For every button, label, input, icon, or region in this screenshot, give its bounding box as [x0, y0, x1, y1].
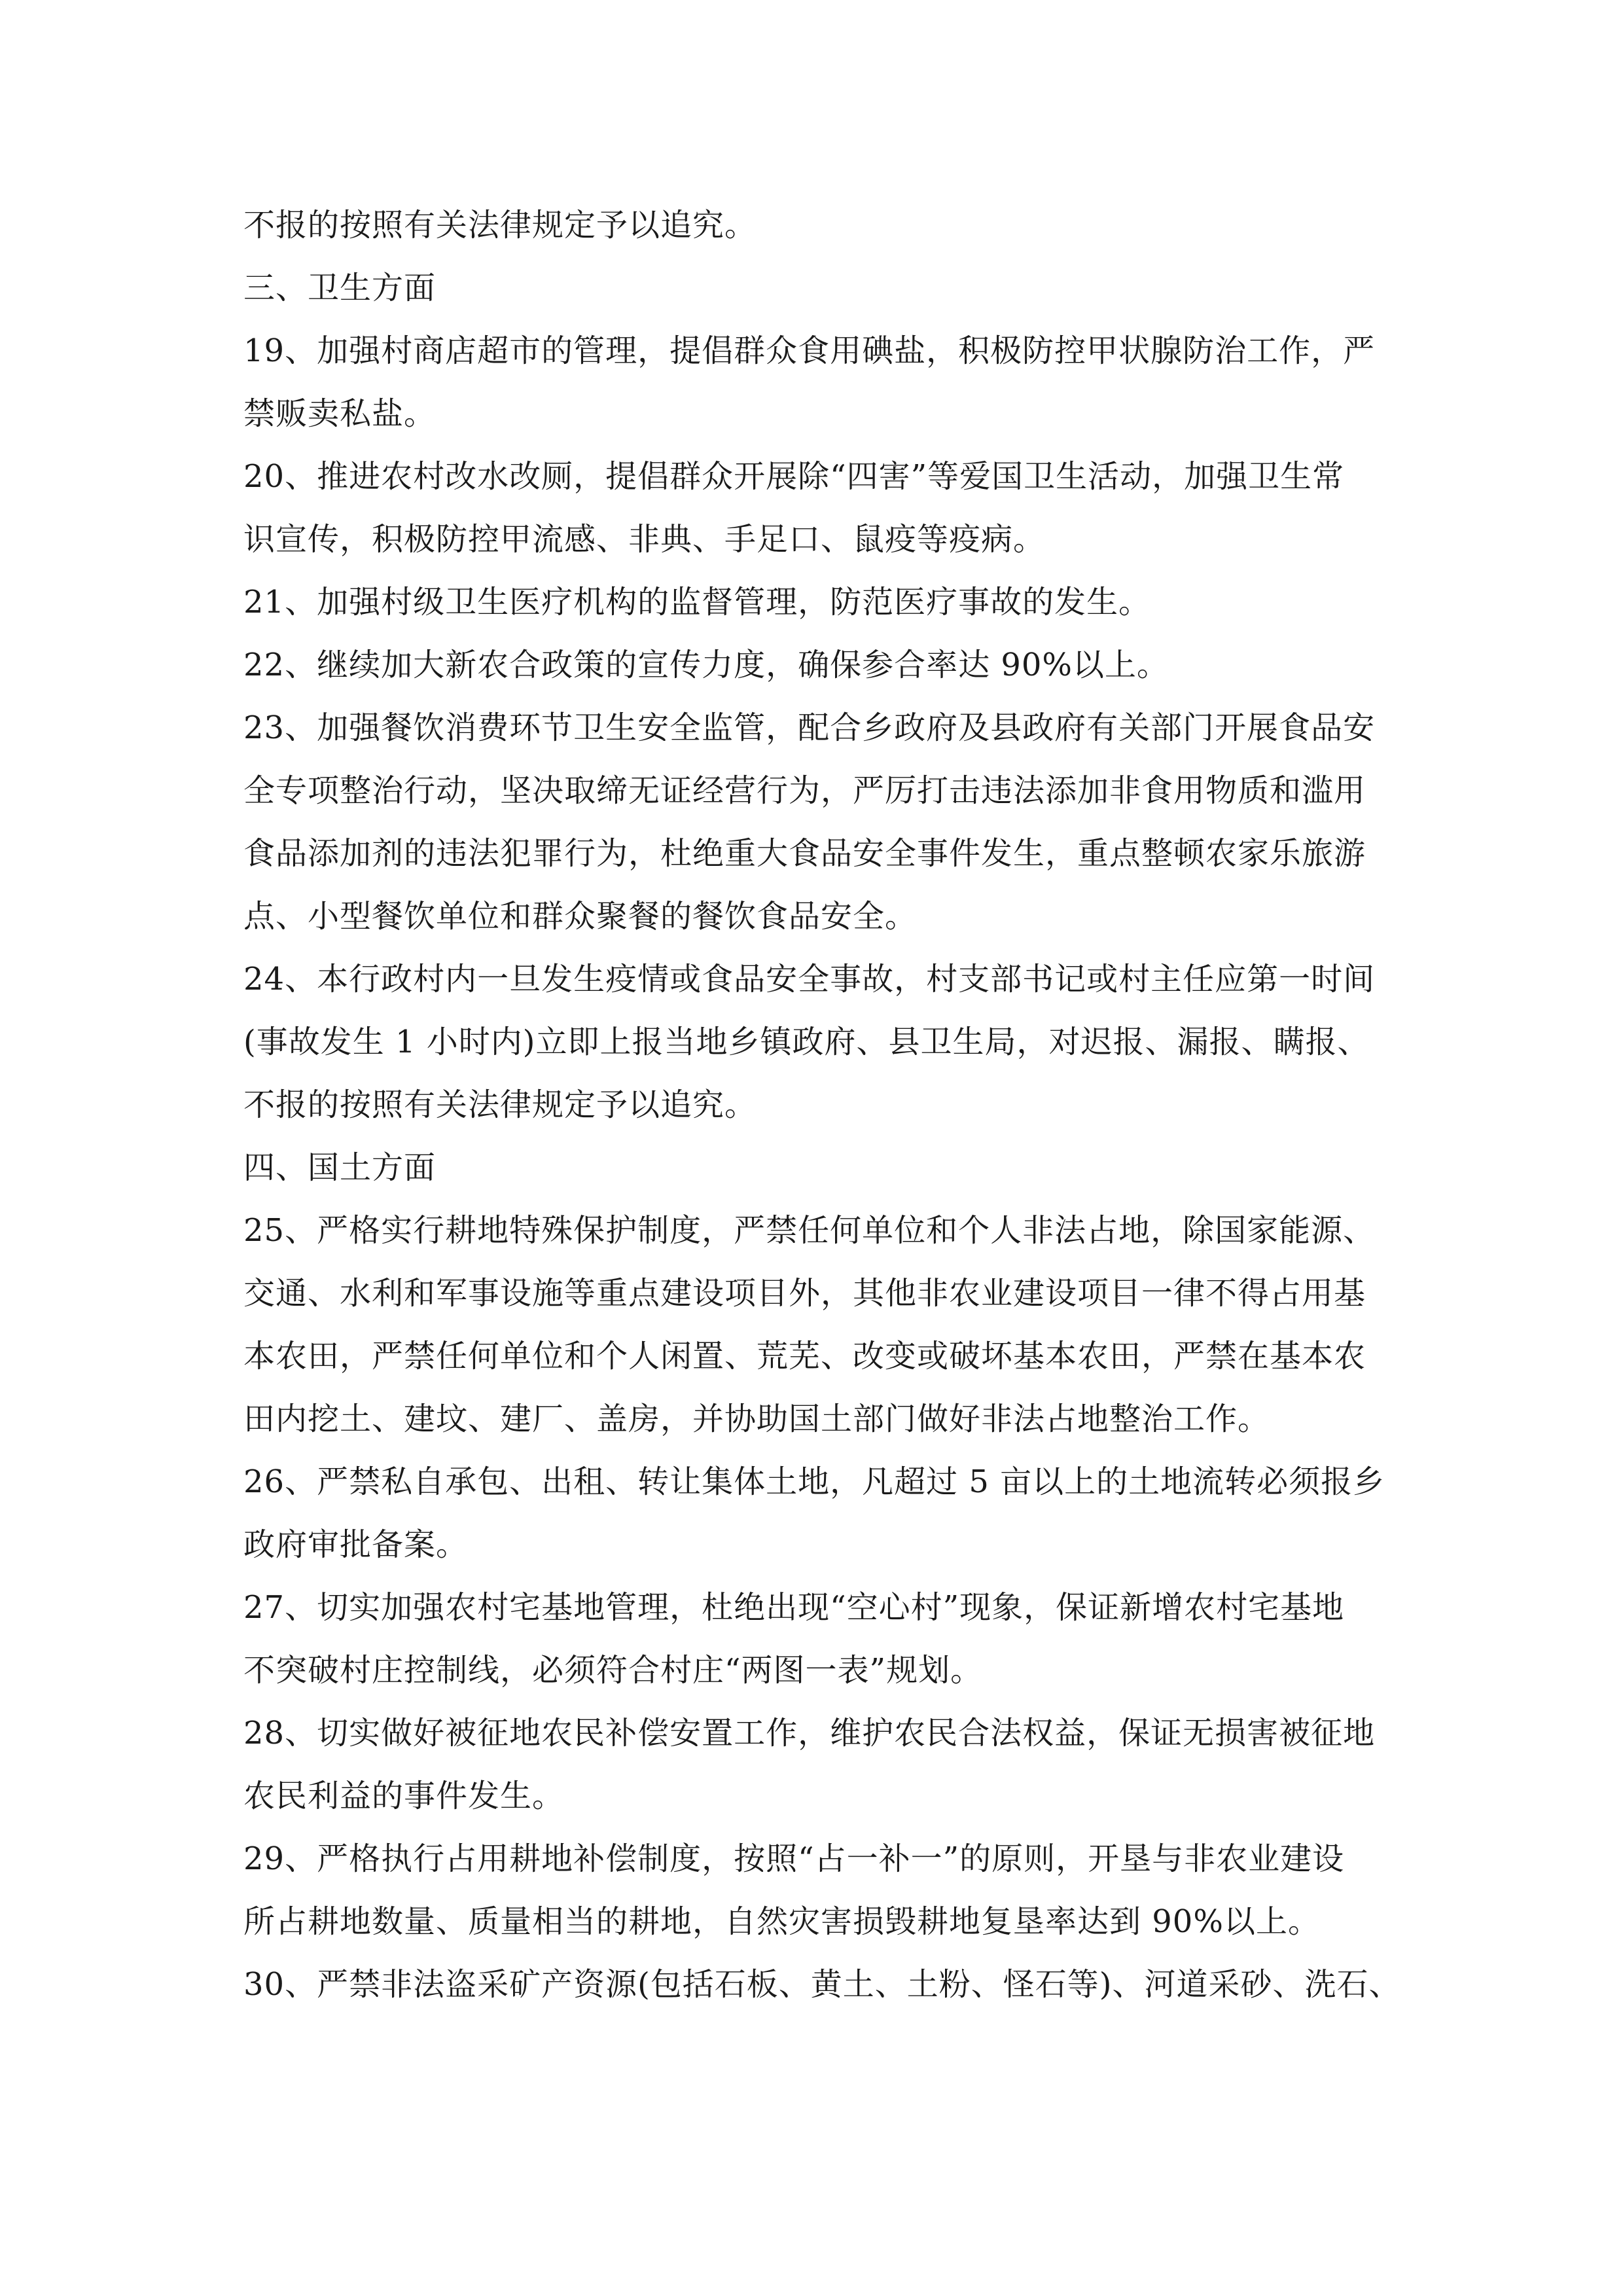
text-line: 20、推进农村改水改厕，提倡群众开展除“四害”等爱国卫生活动，加强卫生常 — [243, 458, 1345, 495]
text-line: 27、切实加强农村宅基地管理，杜绝出现“空心村”现象，保证新增农村宅基地 — [243, 1589, 1345, 1626]
text-line: 识宣传，积极防控甲流感、非典、手足口、鼠疫等疫病。 — [243, 521, 1046, 558]
text-line: 29、严格执行占用耕地补偿制度，按照“占一补一”的原则，开垦与非农业建设 — [243, 1840, 1345, 1877]
text-line: 政府审批备案。 — [243, 1526, 469, 1563]
section-heading-health: 三、卫生方面 — [243, 270, 437, 306]
text-line: 禁贩卖私盐。 — [243, 395, 437, 432]
text-line: 21、加强村级卫生医疗机构的监督管理，防范医疗事故的发生。 — [243, 584, 1151, 620]
text-line: 全专项整治行动，坚决取缔无证经营行为，严厉打击违法添加非食用物质和滥用 — [243, 772, 1366, 809]
text-line: 不突破村庄控制线，必须符合村庄“两图一表”规划。 — [243, 1652, 983, 1689]
text-line: 19、加强村商店超市的管理，提倡群众食用碘盐，积极防控甲状腺防治工作，严 — [243, 332, 1376, 369]
text-line: 24、本行政村内一旦发生疫情或食品安全事故，村支部书记或村主任应第一时间 — [243, 961, 1376, 997]
text-line: 所占耕地数量、质量相当的耕地，自然灾害损毁耕地复垦率达到 90%以上。 — [243, 1903, 1320, 1940]
text-line: 不报的按照有关法律规定予以追究。 — [243, 1086, 757, 1123]
text-line: (事故发生 1 小时内)立即上报当地乡镇政府、县卫生局，对迟报、漏报、瞒报、 — [243, 1024, 1370, 1060]
text-line: 食品添加剂的违法犯罪行为，杜绝重大食品安全事件发生，重点整顿农家乐旅游 — [243, 835, 1366, 872]
text-line: 25、严格实行耕地特殊保护制度，严禁任何单位和个人非法占地，除国家能源、 — [243, 1212, 1376, 1249]
text-line: 不报的按照有关法律规定予以追究。 — [243, 207, 757, 243]
text-line: 点、小型餐饮单位和群众聚餐的餐饮食品安全。 — [243, 898, 918, 935]
text-line: 28、切实做好被征地农民补偿安置工作，维护农民合法权益，保证无损害被征地 — [243, 1715, 1376, 1751]
text-line: 26、严禁私自承包、出租、转让集体土地，凡超过 5 亩以上的土地流转必须报乡 — [243, 1463, 1385, 1500]
text-line: 田内挖土、建坟、建厂、盖房，并协助国土部门做好非法占地整治工作。 — [243, 1401, 1270, 1437]
text-line: 本农田，严禁任何单位和个人闲置、荒芜、改变或破坏基本农田，严禁在基本农 — [243, 1338, 1366, 1374]
text-line: 交通、水利和军事设施等重点建设项目外，其他非农业建设项目一律不得占用基 — [243, 1275, 1366, 1312]
document-body — [243, 194, 1401, 2016]
section-heading-land: 四、国土方面 — [243, 1149, 437, 1186]
text-line: 22、继续加大新农合政策的宣传力度，确保参合率达 90%以上。 — [243, 647, 1169, 683]
text-line: 农民利益的事件发生。 — [243, 1778, 565, 1814]
text-line: 30、严禁非法盗采矿产资源(包括石板、黄土、土粉、怪石等)、河道采砂、洗石、 — [243, 1966, 1401, 2003]
text-line: 23、加强餐饮消费环节卫生安全监管，配合乡政府及县政府有关部门开展食品安 — [243, 709, 1376, 746]
